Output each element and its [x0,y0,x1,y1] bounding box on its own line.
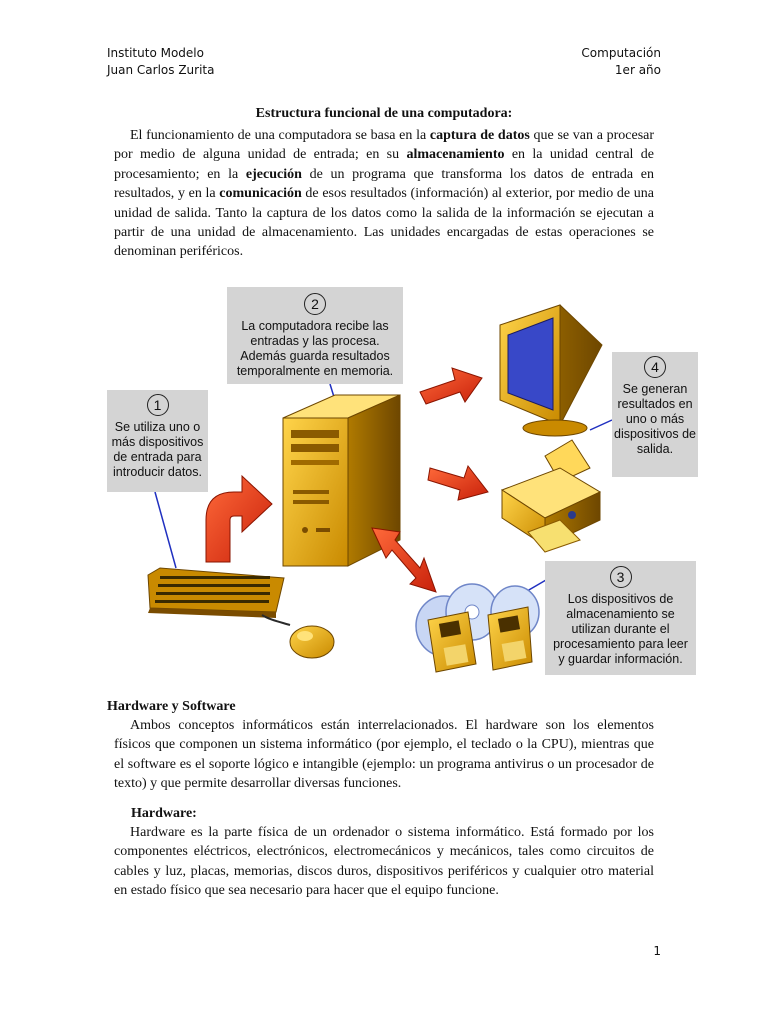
arrow-to-monitor-icon [420,368,482,404]
term-comunicacion: comunicación [219,186,302,202]
double-arrow-storage-icon [372,528,436,592]
page-title: Estructura funcional de una computadora: [255,106,513,121]
section-heading-hardware: Hardware: [131,806,197,821]
step-number-2: 2 [304,293,326,315]
institute-name: Instituto Modelo [107,46,204,60]
printer-icon [502,440,600,552]
step-number-3: 3 [610,566,632,588]
arrow-up-to-cpu-icon [206,476,272,562]
hw-sw-paragraph: Ambos conceptos informáticos están interrelacionados. El hardware son los elementos físicos que componen un sistema informático (por ejemplo, el teclado o la CPU), mientras que el software es el soporte lógico e intangible (ejemplo: un programa antivirus o un procesador de texto) y que permite desarrollar diversas funciones. [114,718,654,792]
callout-4-text: Se generan resultados en uno o más dispositivos de salida. [614,382,696,456]
callout-2-text: La computadora recibe las entradas y las procesa. Además guarda resultados temporalmente en memoria. [236,319,394,378]
term-ejecucion: ejecución [245,166,302,182]
connector-line-1 [155,492,176,568]
floppy-disk-icon [488,607,532,670]
term-captura: captura de datos [429,128,530,143]
keyboard-icon [148,568,284,618]
course-year: 1er año [614,63,661,77]
intro-paragraph: El funcionamiento de una computadora se basa en la captura de datos que se van a procesar por medio de alguna unidad de entrada; en su almacenamiento en la unidad central de procesamiento; en la ejecución de un programa que transforma los datos de entrada en resultados, y en la comunicación de esos resultados (información) al exterior, por medio de una unidad de salida. Tanto la captura de los datos como la salida de la información se ejecutan a partir de una unidad de almacenamiento. Las unidades encargadas de estas operaciones se denominan periféricos. [114,128,655,260]
callout-3-text: Los dispositivos de almacenamiento se utilizan durante el procesamiento para leer y guardar información. [553,592,688,666]
author-name: Juan Carlos Zurita [107,63,215,77]
mouse-icon [262,615,334,658]
monitor-icon [500,305,602,436]
floppy-disk-icon [428,612,476,672]
step-number-1: 1 [147,394,169,416]
connector-line-4 [590,420,612,430]
callout-1-text: Se utiliza uno o más dispositivos de entrada para introducir datos. [111,420,204,479]
hardware-paragraph: Hardware es la parte física de un ordenador o sistema informático. Está formado por los componentes eléctricos, electrónicos, electromecánicos y mecánicos, tales como circuitos de cables y luz, placas, memorias, discos duros, dispositivos periféricos y cualquier otro material en estado físico que sea necesario para hacer que el equipo funcione. [114,825,654,899]
page-number: 1 [653,944,661,958]
step-number-4: 4 [644,356,666,378]
arrow-to-printer-icon [428,466,488,500]
term-almacenamiento: almacenamiento [406,147,505,163]
section-heading-hw-sw: Hardware y Software [107,699,236,714]
callout-2 [227,287,403,384]
callout-3 [545,561,696,675]
callout-4 [612,352,698,477]
subject-name: Computación [581,46,661,60]
callout-1 [107,390,208,492]
